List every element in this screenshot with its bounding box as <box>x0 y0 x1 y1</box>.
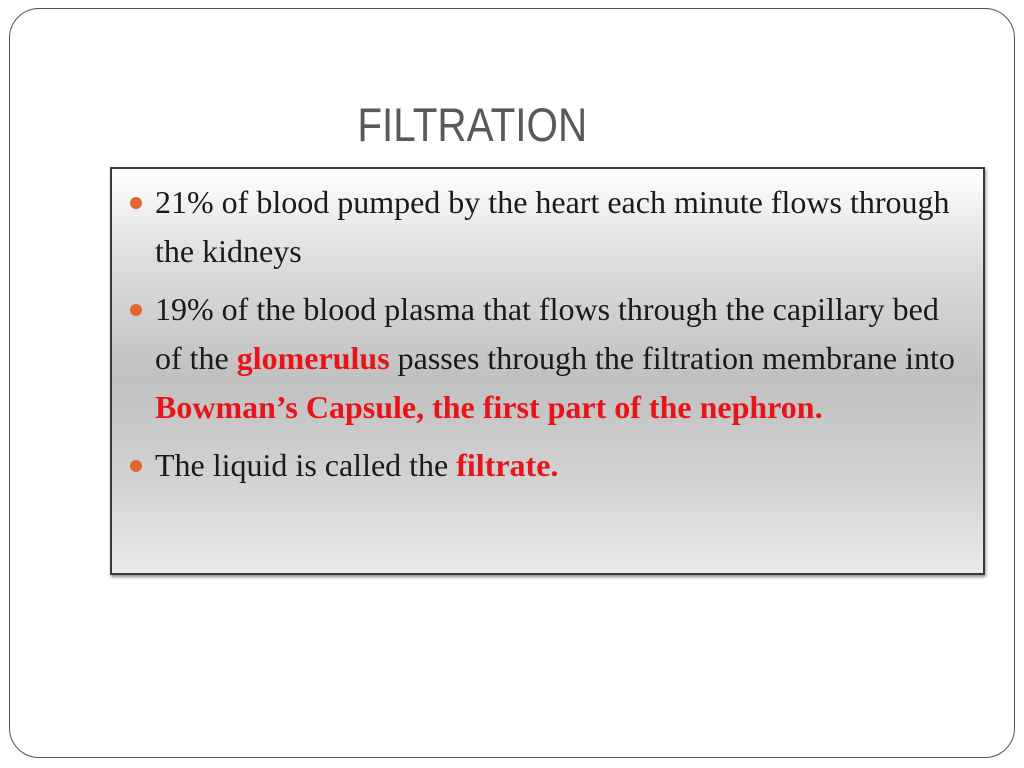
highlight-term-filtrate: filtrate. <box>456 447 559 483</box>
highlight-term-glomerulus: glomerulus <box>236 340 390 376</box>
highlight-term-bowmans-capsule: Bowman’s Capsule, the first part of the nephron. <box>155 389 823 425</box>
bullet-item <box>130 178 965 276</box>
content-box <box>110 167 985 575</box>
bullet-item <box>130 441 965 490</box>
bullet-list <box>130 178 965 499</box>
bullet-text: The liquid is called the <box>155 447 457 483</box>
bullet-text: 21% of blood pumped by the heart each minute flows through the kidneys <box>155 184 950 269</box>
bullet-text: 19% of the blood plasma that flows through the capillary bed of the <box>155 291 939 376</box>
bullet-item <box>130 285 965 432</box>
bullet-text: passes through the filtration membrane into <box>389 340 955 376</box>
slide-title: FILTRATION <box>357 98 588 151</box>
bullet-dot-icon <box>130 197 142 209</box>
bullet-dot-icon <box>130 304 142 316</box>
slide <box>9 8 1015 758</box>
bullet-dot-icon <box>130 460 142 472</box>
